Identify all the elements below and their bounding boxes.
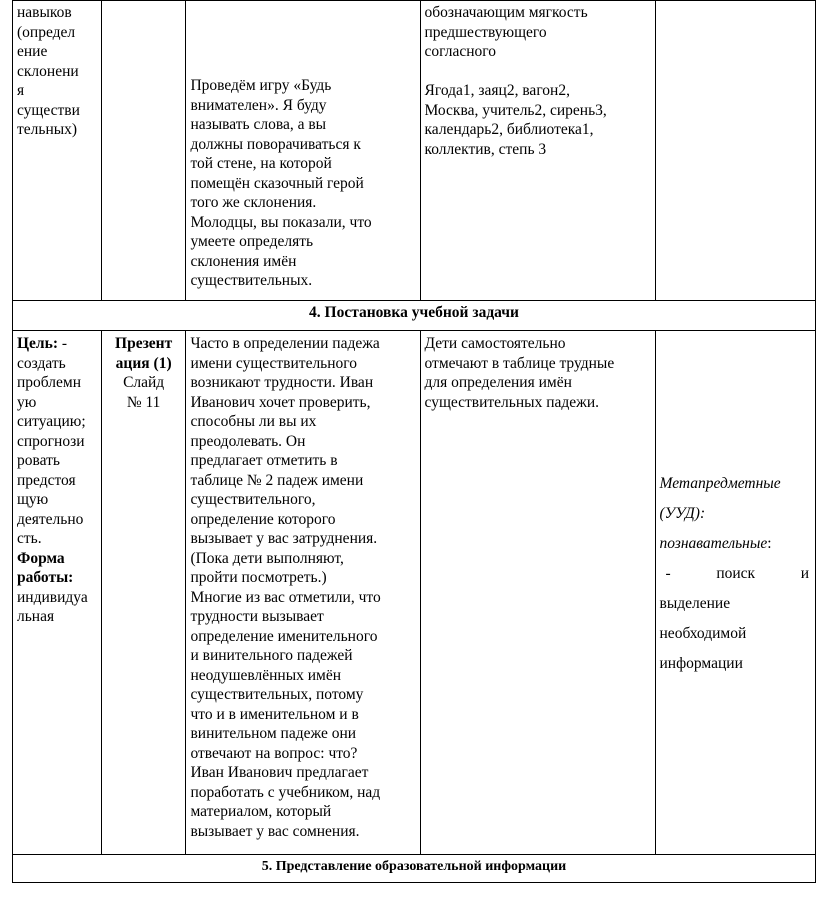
section-header-row [13, 301, 816, 331]
text-line: склонения имён [190, 252, 297, 270]
slide-number: № 11 [126, 393, 161, 411]
text-line: навыков [17, 4, 72, 21]
text-line: называть слова, а вы [190, 116, 327, 133]
uud-cell [655, 331, 815, 855]
goal-label: Цель: [17, 335, 58, 352]
text-line: Дети самостоятельно [424, 335, 566, 352]
text-line: календарь2, библиотека1, [424, 121, 594, 138]
text-line: проблемн [17, 374, 82, 391]
form-label: работы: [17, 569, 74, 586]
text-line: Часто в определении падежа [190, 335, 380, 352]
goal-heading [17, 334, 97, 354]
goal-cell [13, 331, 102, 855]
text-line: вызывает у вас затруднения. [190, 530, 378, 547]
text-line: должны поворачиваться к [190, 135, 361, 153]
text-line: деятельно [17, 510, 84, 528]
text-line: имени существительного [190, 354, 358, 372]
text-line: коллектив, степь 3 [424, 140, 547, 158]
text-line: помещён сказочный герой [190, 174, 364, 192]
text-line: предлагает отметить в [190, 452, 338, 469]
text-line: согласного [424, 43, 496, 60]
lesson-plan-table [12, 0, 816, 883]
section-header-row [13, 855, 816, 883]
text-line: я [17, 82, 25, 99]
uud-cell [655, 1, 815, 301]
text-line: способны ли вы их [190, 413, 317, 430]
text-line: Москва, учитель2, сирень3, [424, 101, 607, 119]
text-line: материалом, который [190, 803, 332, 820]
uud-title: Метапредметные [659, 475, 781, 492]
text-line: ение [17, 43, 48, 60]
text-line: Иван Иванович предлагает [190, 764, 369, 781]
skills-cell [13, 1, 102, 301]
spacer [425, 62, 651, 82]
text-line: существи [17, 101, 80, 119]
text-line: трудности вызывает [190, 608, 324, 625]
text-line: выделение [659, 595, 731, 612]
pupil-activity-cell [420, 331, 655, 855]
slide-label: Слайд [123, 374, 165, 391]
text-line: Молодцы, вы показали, что [190, 213, 372, 231]
text-line: неодушевлённых имён [190, 666, 342, 684]
text-line: сть. [17, 530, 42, 547]
text-line: отвечают на вопрос: что? [190, 744, 358, 762]
text-line: Ягода1, заяц2, вагон2, [424, 82, 570, 99]
text-line: вызывает у вас сомнения. [190, 822, 360, 840]
text-line: Многие из вас отметили, что [190, 588, 381, 606]
text-line: ровать [17, 452, 60, 469]
uud-kind: познавательные [659, 535, 768, 552]
text-line: тельных) [17, 121, 78, 138]
section-4-title: 4. Постановка учебной задачи [13, 301, 816, 331]
resources-cell [101, 1, 186, 301]
presentation-cell [101, 331, 186, 855]
text-line: существительных падежи. [424, 393, 600, 411]
text-line: что и в именительном и в [190, 705, 359, 723]
text-line: щую [17, 491, 49, 508]
text-line: того же склонения. [190, 194, 317, 211]
teacher-activity-cell [186, 331, 420, 855]
text-line: обозначающим мягкость [424, 4, 588, 21]
teacher-activity-cell [186, 1, 420, 301]
uud-kind-line [660, 529, 809, 559]
form-label: Форма [17, 549, 65, 567]
text-line: склонени [17, 62, 79, 80]
text-line: индивидуа [17, 588, 88, 606]
text-line: (Пока дети выполняют, [190, 549, 344, 567]
table-row [13, 1, 816, 301]
text-line: существительных, потому [190, 686, 364, 703]
uud-word: поиск [716, 565, 756, 582]
uud-dash: - [665, 565, 671, 582]
text-line: внимателен». Я буду [190, 96, 327, 114]
text-line: существительных. [190, 272, 313, 289]
uud-justified-line [660, 559, 809, 589]
text-line: возникают трудности. Иван [190, 374, 374, 391]
text-line: определение именительного [190, 627, 378, 645]
goal-suffix: - [58, 335, 68, 352]
text-line: необходимой [659, 625, 747, 642]
text-line: поработать с учебником, над [190, 783, 381, 801]
text-line: спрогнози [17, 432, 85, 450]
text-line: существительного, [190, 491, 316, 508]
text-line: создать [17, 354, 66, 372]
presentation-label: ация (1) [115, 354, 172, 372]
text-line: льная [17, 608, 55, 625]
text-line: винительном падеже они [190, 725, 357, 742]
text-line: отмечают в таблице трудные [424, 354, 615, 372]
section-5-title: 5. Представление образовательной информации [13, 855, 816, 883]
text-line: для определения имён [424, 374, 572, 391]
pupil-activity-cell [420, 1, 655, 301]
text-line: ую [17, 393, 37, 411]
text-line: предшествующего [424, 23, 547, 41]
uud-word: и [800, 565, 809, 582]
text-line: ситуацию; [17, 413, 86, 430]
text-line: Иванович хочет проверить, [190, 393, 371, 411]
table-row [13, 331, 816, 855]
text-line: определение которого [190, 510, 336, 528]
text-line: и винительного падежей [190, 647, 353, 664]
text-line: информации [659, 655, 743, 672]
text-line: (определ [17, 23, 76, 41]
text-line: преодолевать. Он [190, 432, 306, 450]
text-line: умеете определять [190, 233, 314, 250]
text-line: таблице № 2 падеж имени [190, 471, 364, 489]
uud-colon: : [767, 535, 772, 552]
text-line: той стене, на которой [190, 155, 332, 172]
text-line: пройти посмотреть.) [190, 569, 327, 586]
text-line: Проведём игру «Будь [190, 77, 332, 94]
uud-subtitle: (УУД): [659, 505, 706, 522]
text-line: предстоя [17, 471, 76, 489]
presentation-label: Презент [115, 335, 173, 352]
